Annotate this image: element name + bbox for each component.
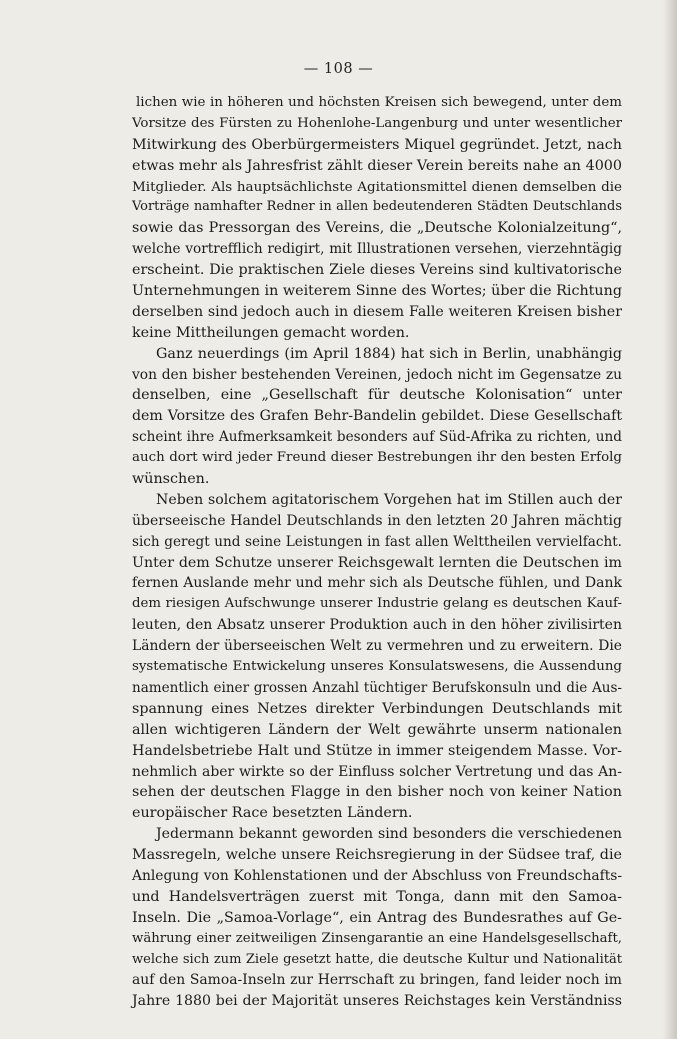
text-line: dem riesigen Aufschwunge unserer Industrie gelang es deutschen Kauf- [132,596,622,612]
body-text [132,93,622,1012]
text-line: derselben sind jedoch auch in diesem Falle weiteren Kreisen bisher [132,303,622,320]
text-line: allen wichtigeren Ländern der Welt gewährte unserm nationalen [132,721,622,738]
text-line: etwas mehr als Jahresfrist zählt dieser Verein bereits nahe an 4000 [132,157,622,174]
text-line: und Handelsverträgen zuerst mit Tonga, dann mit den Samoa- [132,888,622,905]
text-line: Vorträge namhafter Redner in allen bedeutenderen Städten Deutschlands [132,199,622,215]
text-line: systematische Entwickelung unseres Konsulatswesens, die Aussendung [132,659,622,675]
text-line: Mitwirkung des Oberbürgermeisters Miquel gegründet. Jetzt, nach [132,136,622,153]
text-line: Anlegung von Kohlenstationen und der Abschluss von Freundschafts- [132,867,622,884]
text-line: Unternehmungen in weiterem Sinne des Wortes; über die Richtung [132,283,622,300]
text-line: wünschen. [132,471,210,488]
text-line: welche vortrefflich redigirt, mit Illustrationen versehen, vierzehntägig [132,241,622,258]
text-line: währung einer zeitweiligen Zinsengarantie an eine Handelsgesellschaft, [132,930,622,946]
page-edge-shadow [663,0,677,1039]
text-line: scheint ihre Aufmerksamkeit besonders auf Süd-Afrika zu richten, und [132,429,622,446]
text-line: überseeische Handel Deutschlands in den letzten 20 Jahren mächtig [132,512,622,529]
text-line: leuten, den Absatz unserer Produktion auch in den höher zivilisirten [132,617,622,634]
text-line: denselben, eine „Gesellschaft für deutsche Kolonisation“ unter [132,387,622,404]
text-line: Ländern der überseeischen Welt zu vermehren und zu erweitern. Die [132,638,622,655]
text-line: sehen der deutschen Flagge in den bisher noch von keiner Nation [132,784,622,801]
text-line: keine Mittheilungen gemacht worden. [132,324,410,341]
text-line: europäischer Race besetzten Ländern. [132,805,413,822]
text-line: Massregeln, welche unsere Reichsregierung in der Südsee traf, die [132,847,622,864]
text-line: lichen wie in höheren und höchsten Kreisen sich bewegend, unter dem [136,95,622,110]
text-line: sich geregt und seine Leistungen in fast allen Welttheilen vervielfacht. [132,533,622,550]
text-line: Vorsitze des Fürsten zu Hohenlohe-Langenburg und unter wesentlicher [132,115,622,131]
text-line: sowie das Pressorgan des Vereins, die „Deutsche Kolonialzeitung“, [132,220,622,237]
text-line: Neben solchem agitatorischem Vorgehen hat im Stillen auch der [156,491,622,508]
text-line: spannung eines Netzes direkter Verbindungen Deutschlands mit [132,700,622,717]
text-line: Mitglieder. Als hauptsächlichste Agitationsmittel dienen demselben die [132,178,622,195]
text-line: erscheint. Die praktischen Ziele dieses Vereins sind kultivatorische [132,262,622,279]
page-number: — 108 — [303,61,374,77]
text-line: auch dort wird jeder Freund dieser Bestrebungen ihr den besten Erfolg [132,450,622,466]
text-line: Inseln. Die „Samoa-Vorlage“, ein Antrag des Bundesrathes auf Ge- [132,909,622,926]
text-line: Unter dem Schutze unserer Reichsgewalt lernten die Deutschen im [132,554,622,571]
text-line: Jahre 1880 bei der Majorität unseres Reichstages kein Verständniss [132,993,622,1010]
text-line: auf den Samoa-Inseln zur Herrschaft zu bringen, fand leider noch im [132,972,622,989]
text-line: Jedermann bekannt geworden sind besonders die verschiedenen [156,826,622,843]
text-line: fernen Auslande mehr und mehr sich als Deutsche fühlen, und Dank [132,575,622,592]
text-line: nehmlich aber wirkte so der Einfluss solcher Vertretung und das An- [132,763,622,780]
text-line: Handelsbetriebe Halt und Stütze in immer steigendem Masse. Vor- [132,742,622,759]
text-line: Ganz neuerdings (im April 1884) hat sich in Berlin, unabhängig [156,345,622,362]
text-line: welche sich zum Ziele gesetzt hatte, die deutsche Kultur und Nationalität [132,951,622,967]
text-line: von den bisher bestehenden Vereinen, jedoch nicht im Gegensatze zu [132,366,622,383]
text-line: dem Vorsitze des Grafen Behr-Bandelin gebildet. Diese Gesellschaft [132,408,622,425]
text-line: namentlich einer grossen Anzahl tüchtiger Berufskonsuln und die Aus- [132,679,622,696]
